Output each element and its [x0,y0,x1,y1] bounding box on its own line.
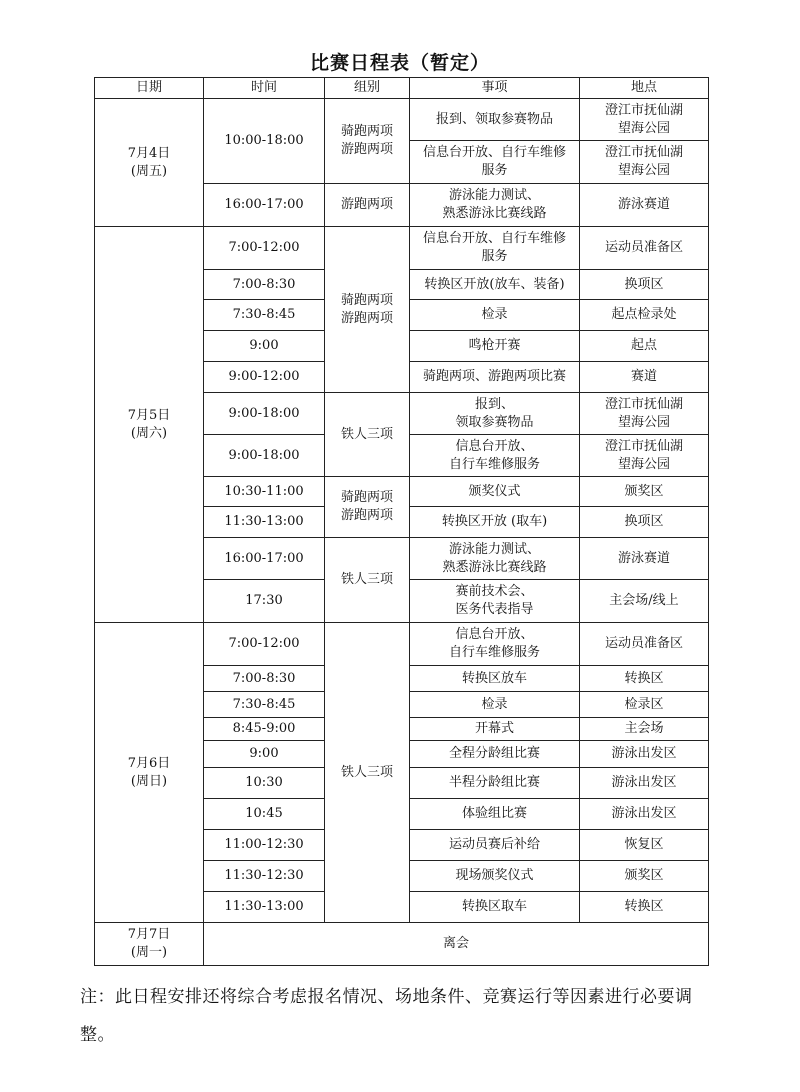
item-cell: 颁奖仪式 [410,477,580,507]
group-cell: 骑跑两项 游跑两项 [325,227,410,393]
item-cell: 信息台开放、 自行车维修服务 [410,623,580,666]
item-cell: 鸣枪开赛 [410,331,580,362]
header-time: 时间 [204,78,325,99]
place-cell: 颁奖区 [580,477,709,507]
item-cell: 转换区开放 (取车) [410,507,580,538]
table-row [95,227,709,270]
item-cell: 转换区放车 [410,666,580,692]
group-cell: 铁人三项 [325,623,410,923]
table-header-row [95,78,709,99]
group-cell: 骑跑两项 游跑两项 [325,477,410,538]
depart-cell: 离会 [204,923,709,966]
place-cell: 换项区 [580,507,709,538]
group-cell: 铁人三项 [325,393,410,477]
place-cell: 颁奖区 [580,861,709,892]
time-cell: 16:00-17:00 [204,538,325,580]
table-row [95,623,709,666]
place-cell: 换项区 [580,270,709,300]
time-cell: 16:00-17:00 [204,184,325,227]
item-cell: 信息台开放、自行车维修 服务 [410,227,580,270]
item-cell: 转换区开放(放车、装备) [410,270,580,300]
item-cell: 检录 [410,692,580,718]
place-cell: 游泳出发区 [580,799,709,830]
time-cell: 7:00-8:30 [204,270,325,300]
place-cell: 赛道 [580,362,709,393]
item-cell: 信息台开放、 自行车维修服务 [410,435,580,477]
place-cell: 主会场 [580,718,709,741]
schedule-table [94,77,709,966]
table-row [95,99,709,141]
time-cell: 8:45-9:00 [204,718,325,741]
time-cell: 11:30-12:30 [204,861,325,892]
time-cell: 7:00-12:00 [204,623,325,666]
time-cell: 7:00-8:30 [204,666,325,692]
date-cell: 7月7日 (周一) [95,923,204,966]
time-cell: 11:00-12:30 [204,830,325,861]
item-cell: 骑跑两项、游跑两项比赛 [410,362,580,393]
item-cell: 半程分龄组比赛 [410,768,580,799]
place-cell: 澄江市抚仙湖 望海公园 [580,141,709,184]
time-cell: 7:00-12:00 [204,227,325,270]
item-cell: 游泳能力测试、 熟悉游泳比赛线路 [410,538,580,580]
page-title: 比赛日程表（暂定） [309,52,490,74]
footnote: 注：此日程安排还将综合考虑报名情况、场地条件、竞赛运行等因素进行必要调整。 [80,987,693,1045]
date-cell: 7月4日 (周五) [95,99,204,227]
time-cell: 10:45 [204,799,325,830]
header-date: 日期 [95,78,204,99]
place-cell: 澄江市抚仙湖 望海公园 [580,99,709,141]
time-cell: 11:30-13:00 [204,892,325,923]
group-cell: 骑跑两项 游跑两项 [325,99,410,184]
place-cell: 运动员准备区 [580,623,709,666]
group-cell: 游跑两项 [325,184,410,227]
time-cell: 9:00 [204,331,325,362]
time-cell: 7:30-8:45 [204,300,325,331]
item-cell: 运动员赛后补给 [410,830,580,861]
item-cell: 信息台开放、自行车维修 服务 [410,141,580,184]
time-cell: 10:30 [204,768,325,799]
item-cell: 报到、领取参赛物品 [410,99,580,141]
place-cell: 恢复区 [580,830,709,861]
header-place: 地点 [580,78,709,99]
place-cell: 游泳赛道 [580,184,709,227]
place-cell: 澄江市抚仙湖 望海公园 [580,435,709,477]
group-cell: 铁人三项 [325,538,410,623]
place-cell: 主会场/线上 [580,580,709,623]
item-cell: 赛前技术会、 医务代表指导 [410,580,580,623]
place-cell: 游泳出发区 [580,768,709,799]
place-cell: 游泳出发区 [580,741,709,768]
place-cell: 起点 [580,331,709,362]
item-cell: 开幕式 [410,718,580,741]
place-cell: 转换区 [580,892,709,923]
time-cell: 9:00 [204,741,325,768]
time-cell: 17:30 [204,580,325,623]
time-cell: 7:30-8:45 [204,692,325,718]
item-cell: 报到、 领取参赛物品 [410,393,580,435]
item-cell: 转换区取车 [410,892,580,923]
time-cell: 10:00-18:00 [204,99,325,184]
place-cell: 游泳赛道 [580,538,709,580]
time-cell: 9:00-18:00 [204,393,325,435]
item-cell: 游泳能力测试、 熟悉游泳比赛线路 [410,184,580,227]
item-cell: 检录 [410,300,580,331]
place-cell: 起点检录处 [580,300,709,331]
item-cell: 全程分龄组比赛 [410,741,580,768]
header-item: 事项 [410,78,580,99]
item-cell: 体验组比赛 [410,799,580,830]
table-row [95,923,709,966]
time-cell: 9:00-12:00 [204,362,325,393]
time-cell: 11:30-13:00 [204,507,325,538]
time-cell: 10:30-11:00 [204,477,325,507]
place-cell: 澄江市抚仙湖 望海公园 [580,393,709,435]
time-cell: 9:00-18:00 [204,435,325,477]
date-cell: 7月5日 (周六) [95,227,204,623]
date-cell: 7月6日 (周日) [95,623,204,923]
place-cell: 转换区 [580,666,709,692]
item-cell: 现场颁奖仪式 [410,861,580,892]
place-cell: 检录区 [580,692,709,718]
place-cell: 运动员准备区 [580,227,709,270]
header-group: 组别 [325,78,410,99]
